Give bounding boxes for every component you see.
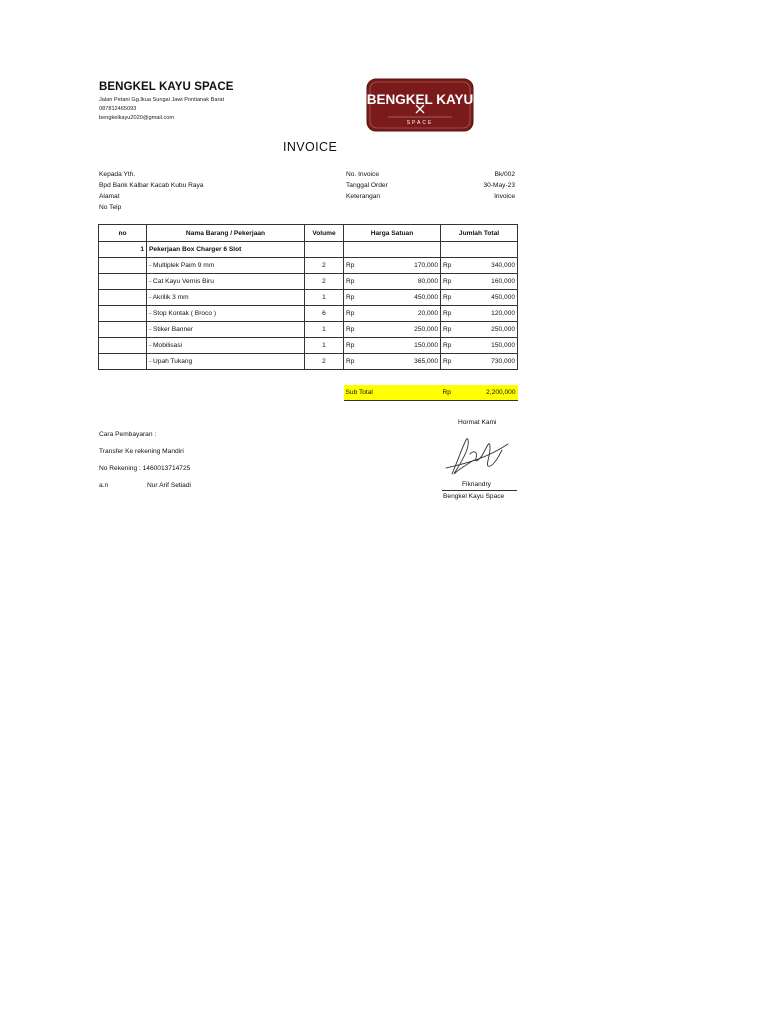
item-volume: 2 xyxy=(305,258,344,274)
table-row xyxy=(99,274,518,290)
currency-label: Rp xyxy=(442,389,451,396)
item-name: - Stop Kontak ( Broco ) xyxy=(147,306,305,322)
subtotal-value: 2,200,000 xyxy=(486,389,516,396)
currency-label: Rp xyxy=(443,262,452,269)
recipient-name: Bpd Bank Kalbar Kacab Kubu Raya xyxy=(99,182,204,189)
item-total xyxy=(441,306,518,322)
signoff-company: Bengkel Kayu Space xyxy=(443,493,505,500)
total-value: 150,000 xyxy=(491,342,515,349)
company-address: Jalan Petani Gg.Ikua Sungai Jawi Pontianak Barat xyxy=(99,97,225,103)
invoice-no-label: No. Invoice xyxy=(346,171,379,178)
subtotal-row xyxy=(99,385,518,401)
subtotal-label: Sub Total xyxy=(344,385,441,401)
item-volume: 6 xyxy=(305,306,344,322)
price-value: 250,000 xyxy=(414,326,438,333)
item-unit-price xyxy=(344,290,441,306)
item-volume: 1 xyxy=(305,338,344,354)
payment-method-label: Cara Pembayaran : xyxy=(99,431,157,438)
header-total: Jumlah Total xyxy=(441,225,518,242)
currency-label: Rp xyxy=(443,310,452,317)
total-value: 340,000 xyxy=(491,262,515,269)
logo-sub-text: SPACE xyxy=(406,120,434,126)
order-date: 30-May-23 xyxy=(483,182,515,189)
item-unit-price xyxy=(344,306,441,322)
items-table xyxy=(98,224,518,401)
total-value: 160,000 xyxy=(491,278,515,285)
price-value: 20,000 xyxy=(417,310,438,317)
price-value: 150,000 xyxy=(414,342,438,349)
subtotal-value-cell xyxy=(441,385,518,401)
currency-label: Rp xyxy=(346,326,355,333)
item-total xyxy=(441,322,518,338)
currency-label: Rp xyxy=(346,342,355,349)
order-date-label: Tanggal Order xyxy=(346,182,388,189)
recipient-label: Kepada Yth. xyxy=(99,171,136,178)
payment-an-label: a.n xyxy=(99,482,109,489)
item-volume: 1 xyxy=(305,290,344,306)
signoff-greeting: Hormat Kami xyxy=(458,419,497,426)
signoff-name: Fikriandry xyxy=(462,481,491,488)
item-unit-price xyxy=(344,258,441,274)
recipient-phone-label: No Telp xyxy=(99,204,122,211)
table-row xyxy=(99,258,518,274)
payment-account: No Rekening : 1460013714725 xyxy=(99,465,191,472)
currency-label: Rp xyxy=(346,358,355,365)
header-volume: Volume xyxy=(305,225,344,242)
price-value: 450,000 xyxy=(414,294,438,301)
group-name: Pekerjaan Box Charger 6 Slot xyxy=(147,242,305,258)
payment-an-name: Nur Arif Setiadi xyxy=(147,482,191,489)
header-unit-price: Harga Satuan xyxy=(344,225,441,242)
item-name: - Upah Tukang xyxy=(147,354,305,370)
group-row xyxy=(99,242,518,258)
item-total xyxy=(441,290,518,306)
currency-label: Rp xyxy=(346,294,355,301)
total-value: 450,000 xyxy=(491,294,515,301)
company-email: bengkelkayu2020@gmail.com xyxy=(99,115,175,121)
spacer-row xyxy=(99,370,518,386)
table-row xyxy=(99,354,518,370)
company-name: BENGKEL KAYU SPACE xyxy=(99,81,234,93)
item-volume: 2 xyxy=(305,274,344,290)
note-value: Invoice xyxy=(494,193,515,200)
item-unit-price xyxy=(344,274,441,290)
item-volume: 1 xyxy=(305,322,344,338)
item-name: - Stiker Banner xyxy=(147,322,305,338)
note-label: Keterangan xyxy=(346,193,381,200)
header-name: Nama Barang / Pekerjaan xyxy=(147,225,305,242)
item-total xyxy=(441,274,518,290)
payment-method: Transfer Ke rekening Mandiri xyxy=(99,448,184,455)
item-unit-price xyxy=(344,338,441,354)
price-value: 365,000 xyxy=(414,358,438,365)
table-header-row xyxy=(99,225,518,242)
currency-label: Rp xyxy=(346,262,355,269)
total-value: 730,000 xyxy=(491,358,515,365)
item-name: - Mobilisasi xyxy=(147,338,305,354)
item-name: - Multiplek Paim 9 mm xyxy=(147,258,305,274)
total-value: 120,000 xyxy=(491,310,515,317)
item-name: - Akrilik 3 mm xyxy=(147,290,305,306)
price-value: 80,000 xyxy=(417,278,438,285)
item-unit-price xyxy=(344,322,441,338)
currency-label: Rp xyxy=(443,278,452,285)
currency-label: Rp xyxy=(443,294,452,301)
item-volume: 2 xyxy=(305,354,344,370)
recipient-address-label: Alamat xyxy=(99,193,120,200)
logo-main-text: BENGKEL KAYU xyxy=(366,92,474,107)
company-phone: 087812465093 xyxy=(99,106,137,112)
header-no: no xyxy=(99,225,147,242)
item-total xyxy=(441,354,518,370)
item-unit-price xyxy=(344,354,441,370)
item-total xyxy=(441,258,518,274)
signature-line xyxy=(442,490,517,491)
table-row xyxy=(99,322,518,338)
table-row xyxy=(99,306,518,322)
handwritten-signature xyxy=(444,430,510,480)
currency-label: Rp xyxy=(346,278,355,285)
total-value: 250,000 xyxy=(491,326,515,333)
currency-label: Rp xyxy=(346,310,355,317)
invoice-no: Bk/002 xyxy=(494,171,515,178)
currency-label: Rp xyxy=(443,342,452,349)
item-total xyxy=(441,338,518,354)
table-row xyxy=(99,338,518,354)
currency-label: Rp xyxy=(443,326,452,333)
item-name: - Cat Kayu Vernis Biru xyxy=(147,274,305,290)
company-logo xyxy=(366,78,474,132)
table-row xyxy=(99,290,518,306)
group-no: 1 xyxy=(99,242,147,258)
currency-label: Rp xyxy=(443,358,452,365)
price-value: 170,000 xyxy=(414,262,438,269)
invoice-title: INVOICE xyxy=(283,140,338,154)
